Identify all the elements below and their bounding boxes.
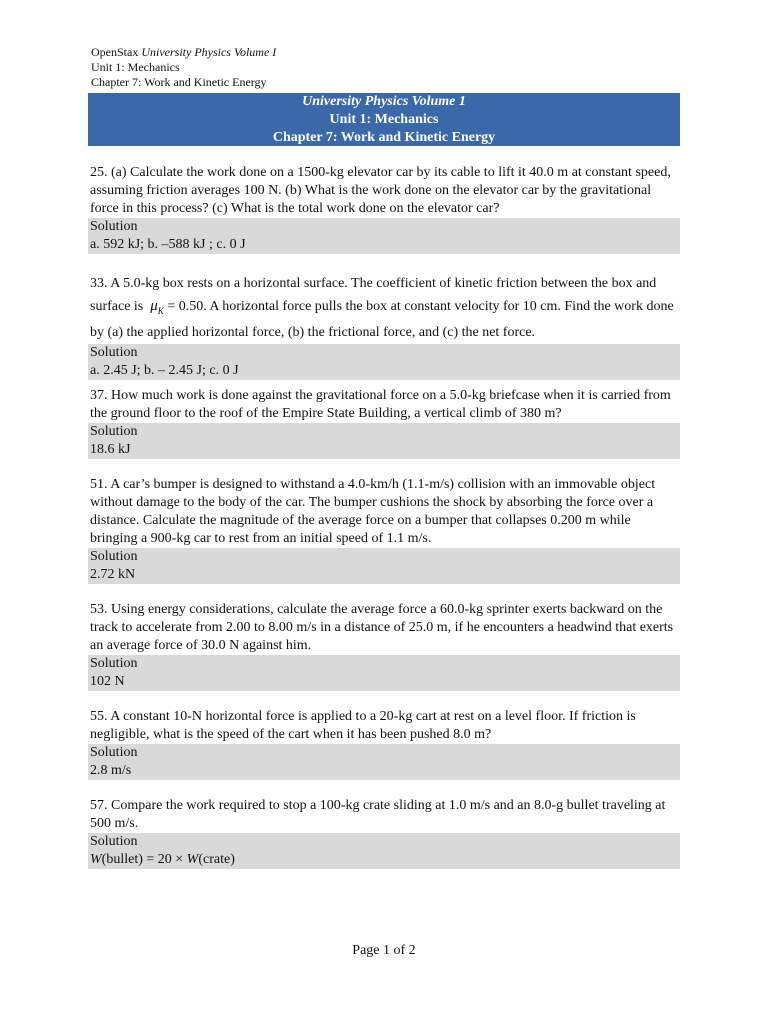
mu-k-symbol	[150, 298, 164, 314]
solution-answer: a. 592 kJ; b. –588 kJ ; c. 0 J	[88, 236, 680, 254]
page-number: Page 1 of 2	[352, 943, 416, 958]
answer-text-part1: (bullet) = 20 ×	[101, 852, 187, 867]
header-line-book	[91, 45, 276, 60]
problem-57	[88, 797, 680, 869]
solution-answer: a. 2.45 J; b. – 2.45 J; c. 0 J	[88, 362, 680, 380]
book-title: University Physics Volume I	[141, 45, 277, 59]
problem-53	[88, 601, 680, 691]
solution-answer: 2.72 kN	[88, 566, 680, 584]
document-header	[91, 45, 276, 90]
banner-chapter: Chapter 7: Work and Kinetic Energy	[272, 130, 496, 145]
problem-55	[88, 708, 680, 780]
solution-answer	[88, 851, 680, 869]
question-text-part2: = 0.50. A horizontal force pulls the box at constant velocity for 10 cm. Find the work done by (a) the applied horizontal force, (b) the frictional force, and (c) the net force.	[90, 299, 674, 340]
title-banner	[88, 93, 680, 146]
mu-subscript: K	[157, 306, 164, 316]
problem-question: 53. Using energy considerations, calculate the average force a 60.0-kg sprinter exerts backward on the track to accelerate from 2.00 to 8.00 m/s in a distance of 25.0 m, if he encounters a headwind that exerts an average force of 30.0 N against him.	[90, 602, 674, 653]
solution-answer: 2.8 m/s	[88, 762, 680, 780]
problem-25	[88, 164, 680, 254]
solution-label: Solution	[88, 344, 680, 362]
banner-title: University Physics Volume 1	[302, 94, 466, 109]
mu-symbol: μ	[150, 298, 158, 314]
solution-label: Solution	[88, 655, 680, 673]
problem-question	[88, 273, 680, 344]
solution-label: Solution	[88, 218, 680, 236]
publisher-name: OpenStax	[91, 45, 139, 59]
solution-label: Solution	[88, 744, 680, 762]
header-line-chapter: Chapter 7: Work and Kinetic Energy	[91, 75, 267, 89]
problem-question: 25. (a) Calculate the work done on a 1500-kg elevator car by its cable to lift it 40.0 m at constant speed, assuming friction averages 100 N. (b) What is the work done on the elevator car by the gravitational force in this process? (c) What is the total work done on the elevator car?	[90, 165, 671, 216]
problem-51	[88, 476, 680, 584]
solution-label: Solution	[88, 833, 680, 851]
problem-question: 55. A constant 10-N horizontal force is applied to a 20-kg cart at rest on a level floor. If friction is negligible, what is the speed of the cart when it has been pushed 8.0 m?	[90, 709, 636, 742]
work-symbol: W	[186, 852, 199, 867]
problem-question: 51. A car’s bumper is designed to withstand a 4.0-km/h (1.1-m/s) collision with an immovable object without damage to the body of the car. The bumper cushions the shock by absorbing the force over a distance. Calculate the magnitude of the average force on a bumper that collapses 0.200 m while bringing a 900-kg car to rest from an initial speed of 1.1 m/s.	[90, 477, 656, 546]
answer-text-part2: (crate)	[198, 852, 235, 867]
solution-answer: 18.6 kJ	[88, 441, 680, 459]
problem-question: 57. Compare the work required to stop a 100-kg crate sliding at 1.0 m/s and an 8.0-g bullet traveling at 500 m/s.	[90, 798, 666, 831]
solution-label: Solution	[88, 548, 680, 566]
work-symbol: W	[90, 852, 102, 867]
solution-answer: 102 N	[88, 673, 680, 691]
solution-label: Solution	[88, 423, 680, 441]
header-line-unit: Unit 1: Mechanics	[91, 60, 180, 74]
problem-37	[88, 387, 680, 459]
problem-33	[88, 273, 680, 380]
banner-unit: Unit 1: Mechanics	[329, 112, 439, 127]
question-text-part1: 33. A 5.0-kg box rests on a horizontal surface. The coefficient of kinetic friction between the box and surface is	[90, 276, 657, 314]
problem-question: 37. How much work is done against the gravitational force on a 5.0-kg briefcase when it is carried from the ground floor to the roof of the Empire State Building, a vertical climb of 380 m?	[90, 388, 671, 421]
